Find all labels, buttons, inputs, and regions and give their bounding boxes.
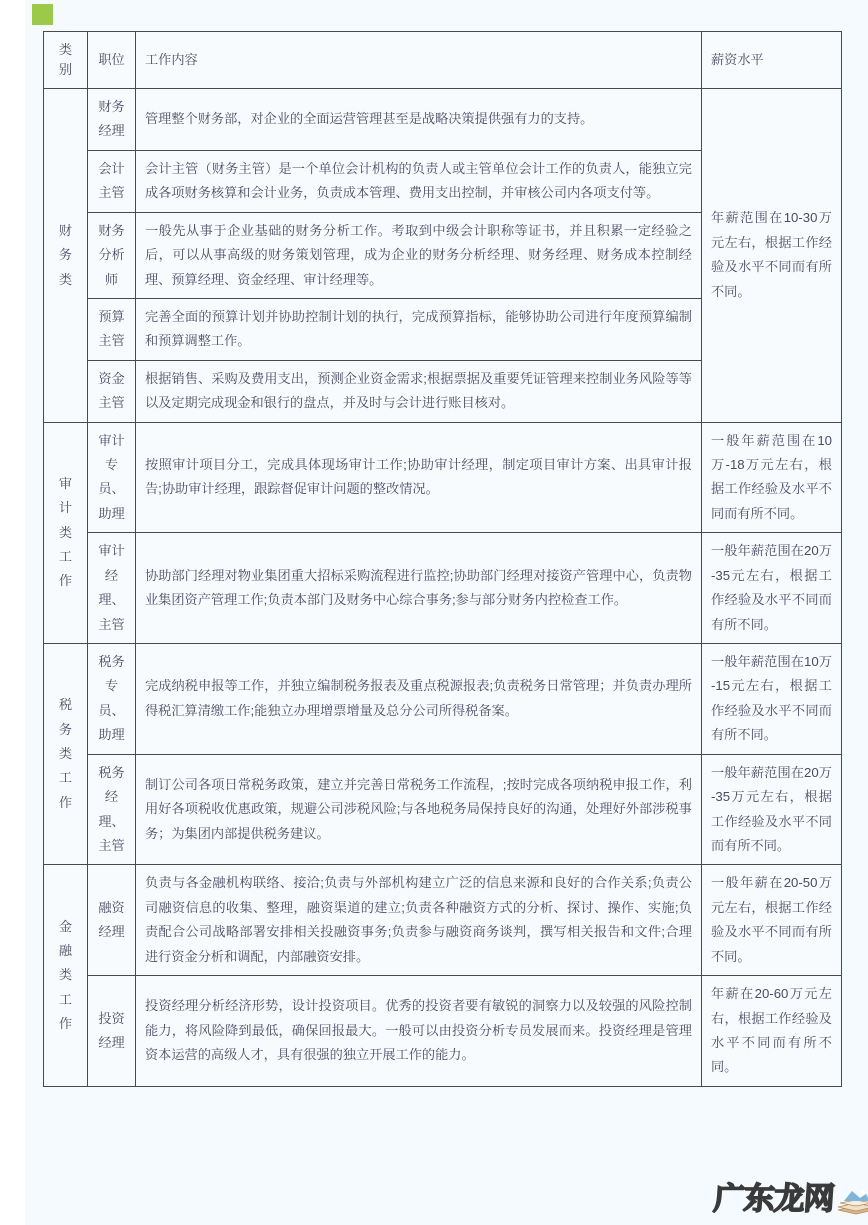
header-category: 类别 (44, 32, 88, 89)
salary-cell-finance: 年薪范围在10-30万元左右，根据工作经验及水平不同而有所不同。 (702, 89, 842, 423)
duties-cell: 协助部门经理对物业集团重大招标采购流程进行监控;协助部门经理对接资产管理中心，负责物业集团资产管理工作;负责本部门及财务中心综合事务;参与部分财务内控检查工作。 (136, 533, 702, 644)
table-row (44, 422, 842, 533)
category-cell-tax: 税务类工作 (44, 644, 88, 865)
position-cell: 投资经理 (88, 976, 136, 1087)
position-cell: 审计专员、助理 (88, 422, 136, 533)
duties-cell: 投资经理分析经济形势，设计投资项目。优秀的投资者要有敏锐的洞察力以及较强的风险控制能力，将风险降到最低，确保回报最大。一般可以由投资分析专员发展而来。投资经理是管理资本运营的高级人才，具有很强的独立开展工作的能力。 (136, 976, 702, 1087)
table-row (44, 865, 842, 976)
position-cell: 预算主管 (88, 298, 136, 360)
position-cell: 税务经理、主管 (88, 754, 136, 865)
duties-cell: 会计主管（财务主管）是一个单位会计机构的负责人或主管单位会计工作的负责人，能独立完成各项财务核算和会计业务，负责成本管理、费用支出控制，并审核公司内各项支付等。 (136, 150, 702, 212)
salary-cell: 一般年薪范围在20万 -35元左右，根据工作经验及水平不同而有所不同。 (702, 533, 842, 644)
salary-cell: 年薪在20-60万元左右，根据工作经验及水平不同而有所不同。 (702, 976, 842, 1087)
salary-cell: 一般年薪范围在10万-18万元左右，根据工作经验及水平不同而有所不同。 (702, 422, 842, 533)
job-salary-table (43, 31, 842, 1087)
table-row (44, 533, 842, 644)
position-cell: 财务分析师 (88, 212, 136, 298)
green-square-marker (32, 4, 53, 25)
category-cell-finance: 财务类 (44, 89, 88, 423)
duties-cell: 完成纳税申报等工作，并独立编制税务报表及重点税源报表;负责税务日常管理；并负责办理所得税汇算清缴工作;能独立办理增票增量及总分公司所得税备案。 (136, 644, 702, 755)
position-cell: 审计经理、主管 (88, 533, 136, 644)
duties-cell: 按照审计项目分工，完成具体现场审计工作;协助审计经理，制定项目审计方案、出具审计报告;协助审计经理，跟踪督促审计问题的整改情况。 (136, 422, 702, 533)
table-row (44, 754, 842, 865)
salary-cell: 一般年薪在20-50万元左右，根据工作经验及水平不同而有所不同。 (702, 865, 842, 976)
duties-cell: 根据销售、采购及费用支出，预测企业资金需求;根据票据及重要凭证管理来控制业务风险等等以及定期完成现金和银行的盘点，并及时与会计进行账目核对。 (136, 360, 702, 422)
duties-cell: 制订公司各项日常税务政策，建立并完善日常税务工作流程，;按时完成各项纳税申报工作，利用好各项税收优惠政策，规避公司涉税风险;与各地税务局保持良好的沟通，处理好外部涉税事务；为集团内部提供税务建议。 (136, 754, 702, 865)
table-row (44, 89, 842, 151)
watermark-text: 广东龙网 (712, 1181, 836, 1217)
duties-cell: 管理整个财务部，对企业的全面运营管理甚至是战略决策提供强有力的支持。 (136, 89, 702, 151)
position-cell: 资金主管 (88, 360, 136, 422)
position-cell: 税务专员、助理 (88, 644, 136, 755)
header-position: 职位 (88, 32, 136, 89)
salary-cell: 一般年薪范围在10万 -15元左右，根据工作经验及水平不同而有所不同。 (702, 644, 842, 755)
position-cell: 会计主管 (88, 150, 136, 212)
header-duties: 工作内容 (136, 32, 702, 89)
duties-cell: 负责与各金融机构联络、接洽;负责与外部机构建立广泛的信息来源和良好的合作关系;负责公司融资信息的收集、整理，融资渠道的建立;负责各种融资方式的分析、探讨、操作、实施;负责配合公司战略部署安排相关投融资事务;负责参与融资商务谈判，撰写相关报告和文件;合理进行资金分析和调配，内部融资安排。 (136, 865, 702, 976)
duties-cell: 完善全面的预算计划并协助控制计划的执行，完成预算指标，能够协助公司进行年度预算编制和预算调整工作。 (136, 298, 702, 360)
position-cell: 融资经理 (88, 865, 136, 976)
table-row (44, 644, 842, 755)
salary-cell: 一般年薪范围在20万 -35万元左右，根据工作经验及水平不同而有所不同。 (702, 754, 842, 865)
category-cell-audit: 审计类工作 (44, 422, 88, 643)
position-cell: 财务经理 (88, 89, 136, 151)
header-salary: 薪资水平 (702, 32, 842, 89)
table-header-row (44, 32, 842, 89)
category-cell-financial: 金融类工作 (44, 865, 88, 1086)
duties-cell: 一般先从事于企业基础的财务分析工作。考取到中级会计职称等证书，并且积累一定经验之后，可以从事高级的财务策划管理，成为企业的财务分析经理、财务经理、财务成本控制经理、预算经理、资金经理、审计经理等。 (136, 212, 702, 298)
table-row (44, 976, 842, 1087)
